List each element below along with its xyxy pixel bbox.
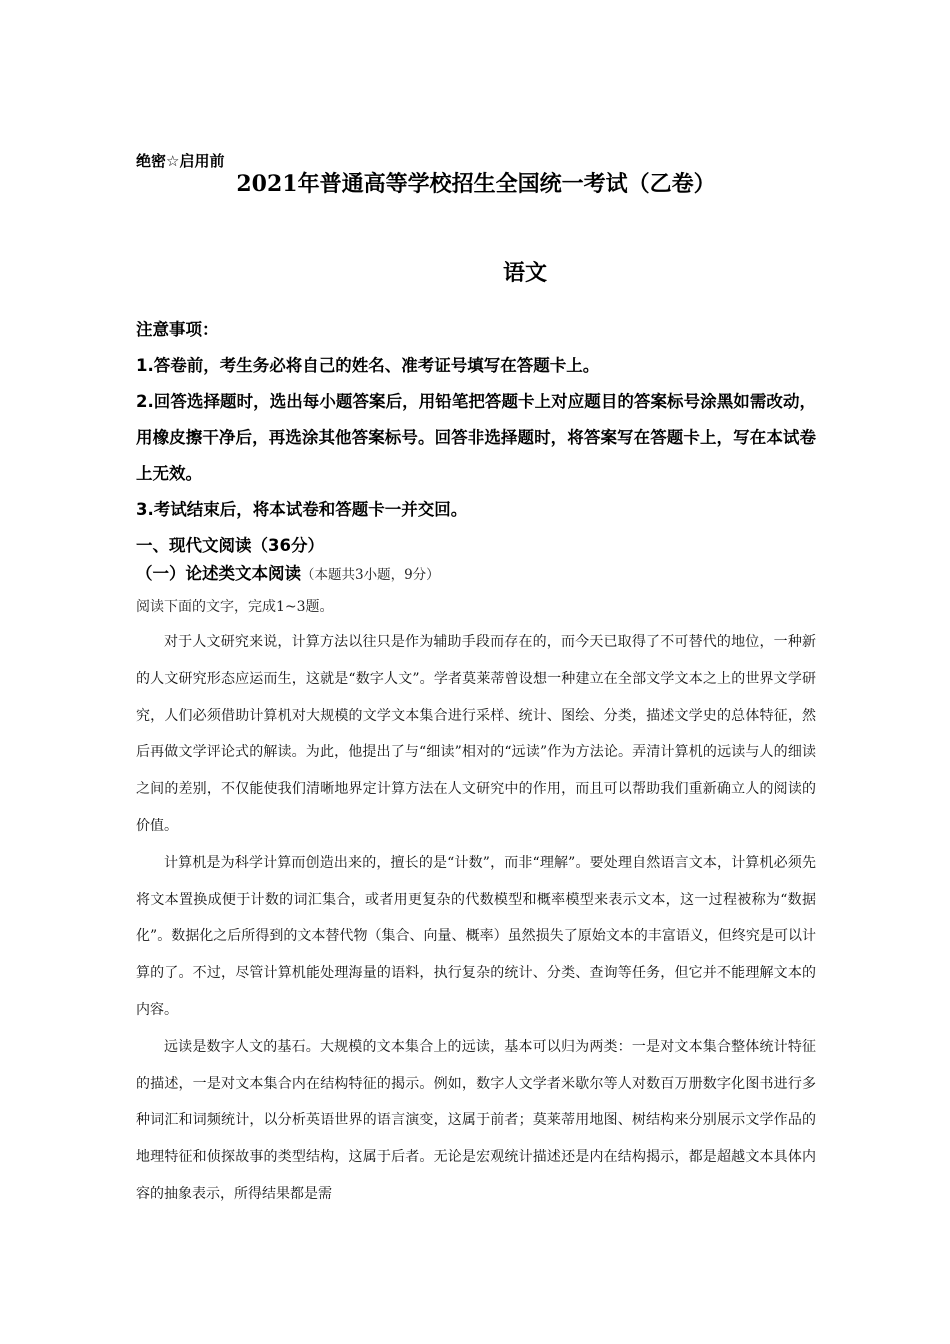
passage-paragraph: 对于人文研究来说，计算方法以往只是作为辅助手段而存在的，而今天已取得了不可替代的地位，一种新的人文研究形态应运而生，这就是“数字人文”。学者莫莱蒂曾设想一种建立在全部文学文本之上的世界文学研究，人们必须借助计算机对大规模的文学文本集合进行采样、统计、图绘、分类，描述文学史的总体特征，然后再做文学评论式的解读。为此，他提出了与“细读”相对的“远读”作为方法论。弄清计算机的远读与人的细读之间的差别，不仅能使我们清晰地界定计算方法在人文研究中的作用，而且可以帮助我们重新确立人的阅读的价值。: [136, 634, 816, 834]
note-item-2: 2.回答选择题时，选出每小题答案后，用铅笔把答题卡上对应题目的答案标号涂黑如需改动，用橡皮擦干净后，再选涂其他答案标号。回答非选择题时，将答案写在答题卡上，写在本试卷上无效。: [136, 392, 816, 483]
reading-instruction: 阅读下面的文字，完成1~3题。: [136, 599, 334, 615]
subsection-heading-row: [136, 560, 440, 589]
exam-notes: [136, 312, 816, 564]
subsection-meta: （本题共3小题，9分）: [301, 567, 440, 583]
subject-title: 语文: [502, 260, 547, 286]
reading-passage: [136, 624, 816, 1213]
section-heading: 一、现代文阅读（36分）: [136, 536, 324, 555]
note-item-1: 1.答卷前，考生务必将自己的姓名、准考证号填写在答题卡上。: [136, 356, 600, 375]
exam-title: 2021年普通高等学校招生全国统一考试（乙卷）: [236, 171, 716, 197]
passage-paragraph: 计算机是为科学计算而创造出来的，擅长的是“计数”，而非“理解”。要处理自然语言文本，计算机必须先将文本置换成便于计数的词汇集合，或者用更复杂的代数模型和概率模型来表示文本，这一过程被称为“数据化”。数据化之后所得到的文本替代物（集合、向量、概率）虽然损失了原始文本的丰富语义，但终究是可以计算的了。不过，尽管计算机能处理海量的语料，执行复杂的统计、分类、查询等任务，但它并不能理解文本的内容。: [136, 854, 816, 1018]
confidential-mark: 绝密☆启用前: [136, 152, 225, 170]
note-item-3: 3.考试结束后，将本试卷和答题卡一并交回。: [136, 500, 468, 519]
notes-heading: 注意事项：: [136, 320, 219, 339]
passage-paragraph: 远读是数字人文的基石。大规模的文本集合上的远读，基本可以归为两类：一是对文本集合整体统计特征的描述，一是对文本集合内在结构特征的揭示。例如，数字人文学者米歇尔等人对数百万册数字化图书进行多种词汇和词频统计，以分析英语世界的语言演变，这属于前者；莫莱蒂用地图、树结构来分别展示文学作品的地理特征和侦探故事的类型结构，这属于后者。无论是宏观统计描述还是内在结构揭示，都是超越文本具体内容的抽象表示，所得结果都是需: [136, 1038, 816, 1202]
subsection-heading: （一）论述类文本阅读: [136, 564, 301, 583]
